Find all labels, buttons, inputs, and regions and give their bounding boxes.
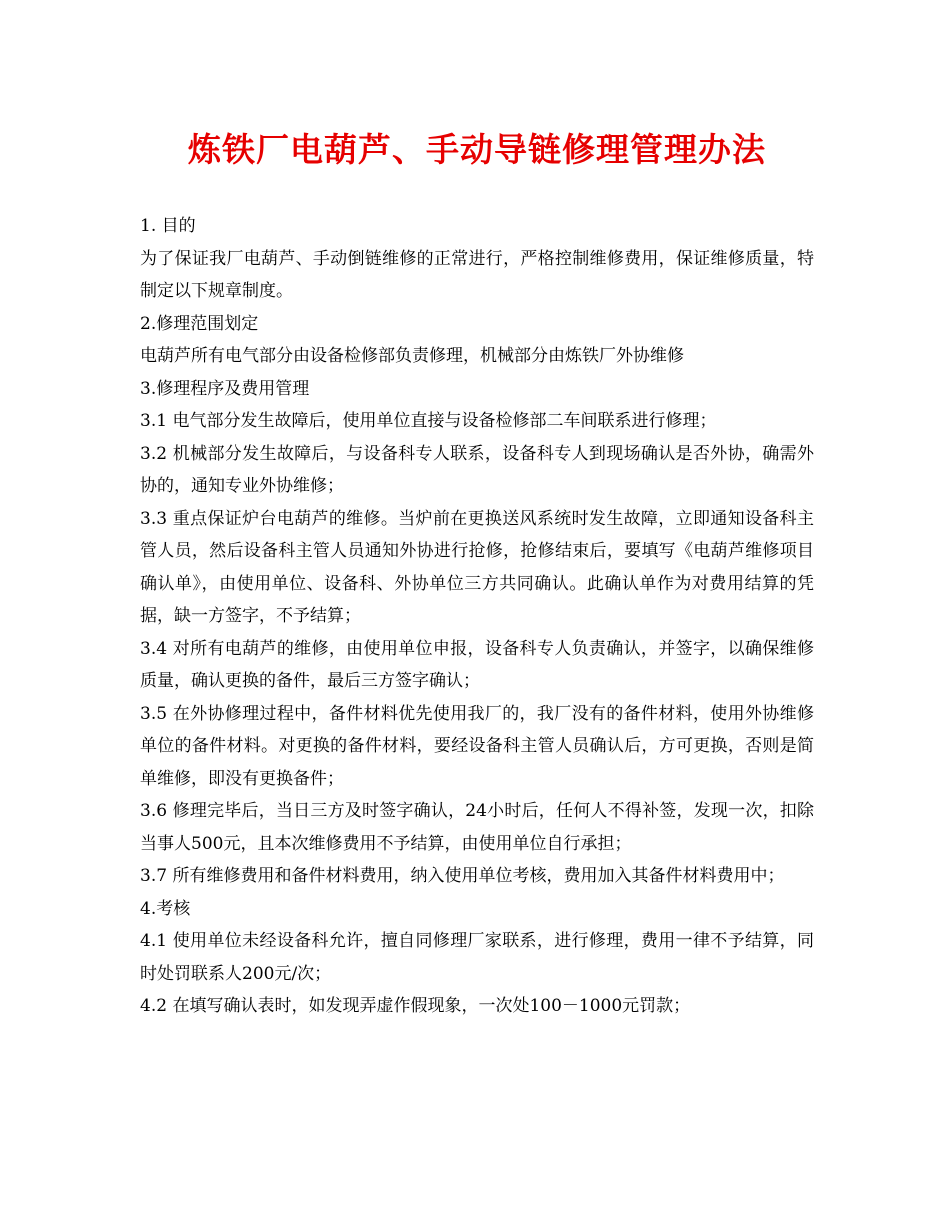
- clause-4-2: 4.2 在填写确认表时，如发现弄虚作假现象，一次处100－1000元罚款；: [140, 996, 691, 1016]
- clause-4-1: 4.1 使用单位未经设备科允许，擅自同修理厂家联系，进行修理，费用一律不予结算，同时处罚联系人200元/次；: [140, 931, 814, 984]
- clause-3-3: 3.3 重点保证炉台电葫芦的维修。当炉前在更换送风系统时发生故障，立即通知设备科主管人员，然后设备科主管人员通知外协进行抢修，抢修结束后，要填写《电葫芦维修项目确认单》，由使用单位、设备科、外协单位三方共同确认。此确认单作为对费用结算的凭据，缺一方签字，不予结算；: [140, 508, 814, 626]
- section-heading-procedure: 3.修理程序及费用管理: [140, 378, 310, 399]
- paragraph-scope: 电葫芦所有电气部分由设备检修部负责修理，机械部分由炼铁厂外协维修: [140, 346, 684, 366]
- clause-3-6: 3.6 修理完毕后，当日三方及时签字确认，24小时后，任何人不得补签，发现一次，扣除当事人500元，且本次维修费用不予结算，由使用单位自行承担；: [140, 801, 814, 854]
- clause-3-2: 3.2 机械部分发生故障后，与设备科专人联系，设备科专人到现场确认是否外协，确需外协的，通知专业外协维修；: [140, 443, 814, 496]
- clause-3-1: 3.1 电气部分发生故障后，使用单位直接与设备检修部二车间联系进行修理；: [140, 411, 717, 431]
- clause-3-7: 3.7 所有维修费用和备件材料费用，纳入使用单位考核，费用加入其备件材料费用中；: [140, 866, 785, 886]
- clause-3-4: 3.4 对所有电葫芦的维修，由使用单位申报，设备科专人负责确认，并签字，以确保维修质量，确认更换的备件，最后三方签字确认；: [140, 638, 814, 691]
- clause-3-5: 3.5 在外协修理过程中，备件材料优先使用我厂的，我厂没有的备件材料，使用外协维修单位的备件材料。对更换的备件材料，要经设备科主管人员确认后，方可更换，否则是简单维修，即没有更换备件；: [140, 703, 814, 789]
- paragraph-purpose: 为了保证我厂电葫芦、手动倒链维修的正常进行，严格控制维修费用，保证维修质量，特制定以下规章制度。: [140, 248, 814, 301]
- section-heading-scope: 2.修理范围划定: [140, 313, 259, 334]
- section-heading-purpose: 1. 目的: [140, 216, 196, 236]
- section-heading-assessment: 4.考核: [140, 898, 191, 919]
- document-title: 炼铁厂电葫芦、手动导链修理管理办法: [188, 130, 766, 169]
- document-body: [140, 210, 814, 1023]
